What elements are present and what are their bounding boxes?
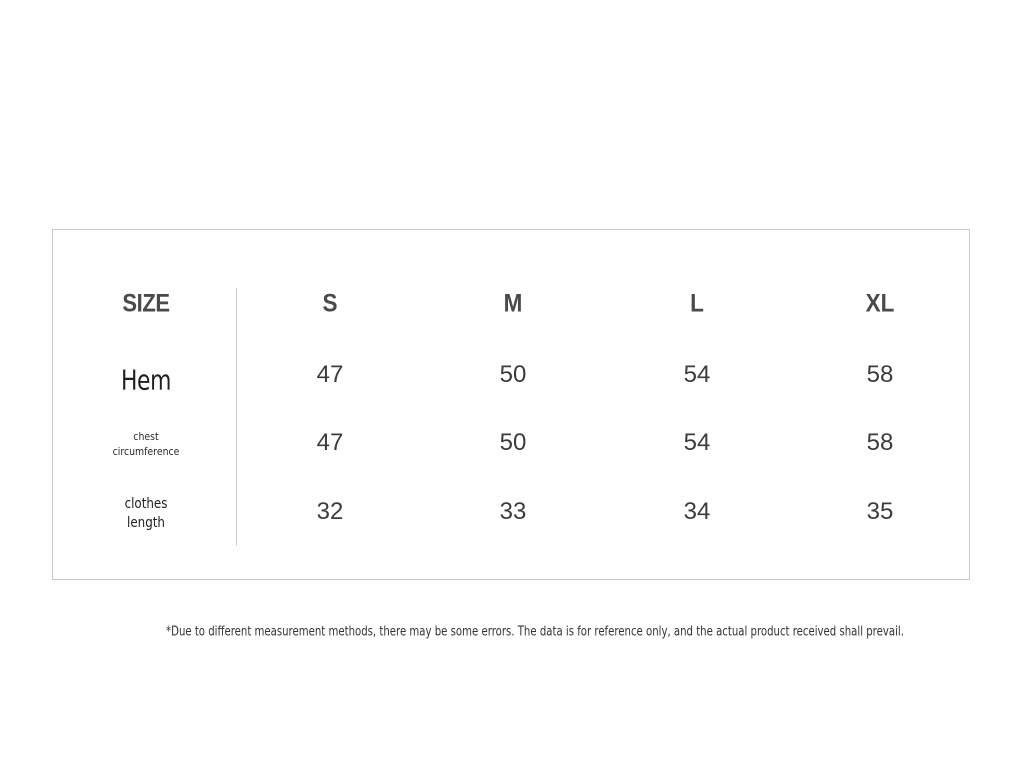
size-header: SIZE bbox=[122, 289, 170, 318]
row-label-hem: Hem bbox=[121, 363, 171, 397]
table-cell: 54 bbox=[683, 429, 711, 456]
table-cell: 47 bbox=[316, 429, 344, 456]
table-cell: 58 bbox=[866, 361, 894, 388]
row-label-clothes-length bbox=[125, 495, 168, 533]
disclaimer-note: *Due to different measurement methods, there may be some errors. The data is for reference only, and the actual product received shall prevail. bbox=[166, 624, 904, 640]
row-label-line: clothes bbox=[124, 496, 168, 512]
table-cell: 32 bbox=[316, 498, 344, 525]
table-cell: 50 bbox=[499, 361, 527, 388]
row-label-chest-circumference bbox=[113, 429, 180, 459]
table-cell: 34 bbox=[683, 498, 711, 525]
column-header-s: S bbox=[322, 289, 338, 318]
table-cell: 54 bbox=[683, 361, 711, 388]
column-header-m: M bbox=[503, 289, 523, 318]
table-cell: 33 bbox=[499, 498, 527, 525]
table-cell: 35 bbox=[866, 498, 894, 525]
column-header-l: L bbox=[690, 289, 704, 318]
row-label-line: chest bbox=[133, 430, 159, 443]
column-header-xl: XL bbox=[865, 289, 895, 318]
row-label-line: length bbox=[127, 515, 165, 531]
table-cell: 50 bbox=[499, 429, 527, 456]
size-chart bbox=[52, 229, 970, 580]
row-label-line: circumference bbox=[112, 445, 180, 458]
table-cell: 58 bbox=[866, 429, 894, 456]
column-divider bbox=[236, 288, 237, 546]
table-cell: 47 bbox=[316, 361, 344, 388]
